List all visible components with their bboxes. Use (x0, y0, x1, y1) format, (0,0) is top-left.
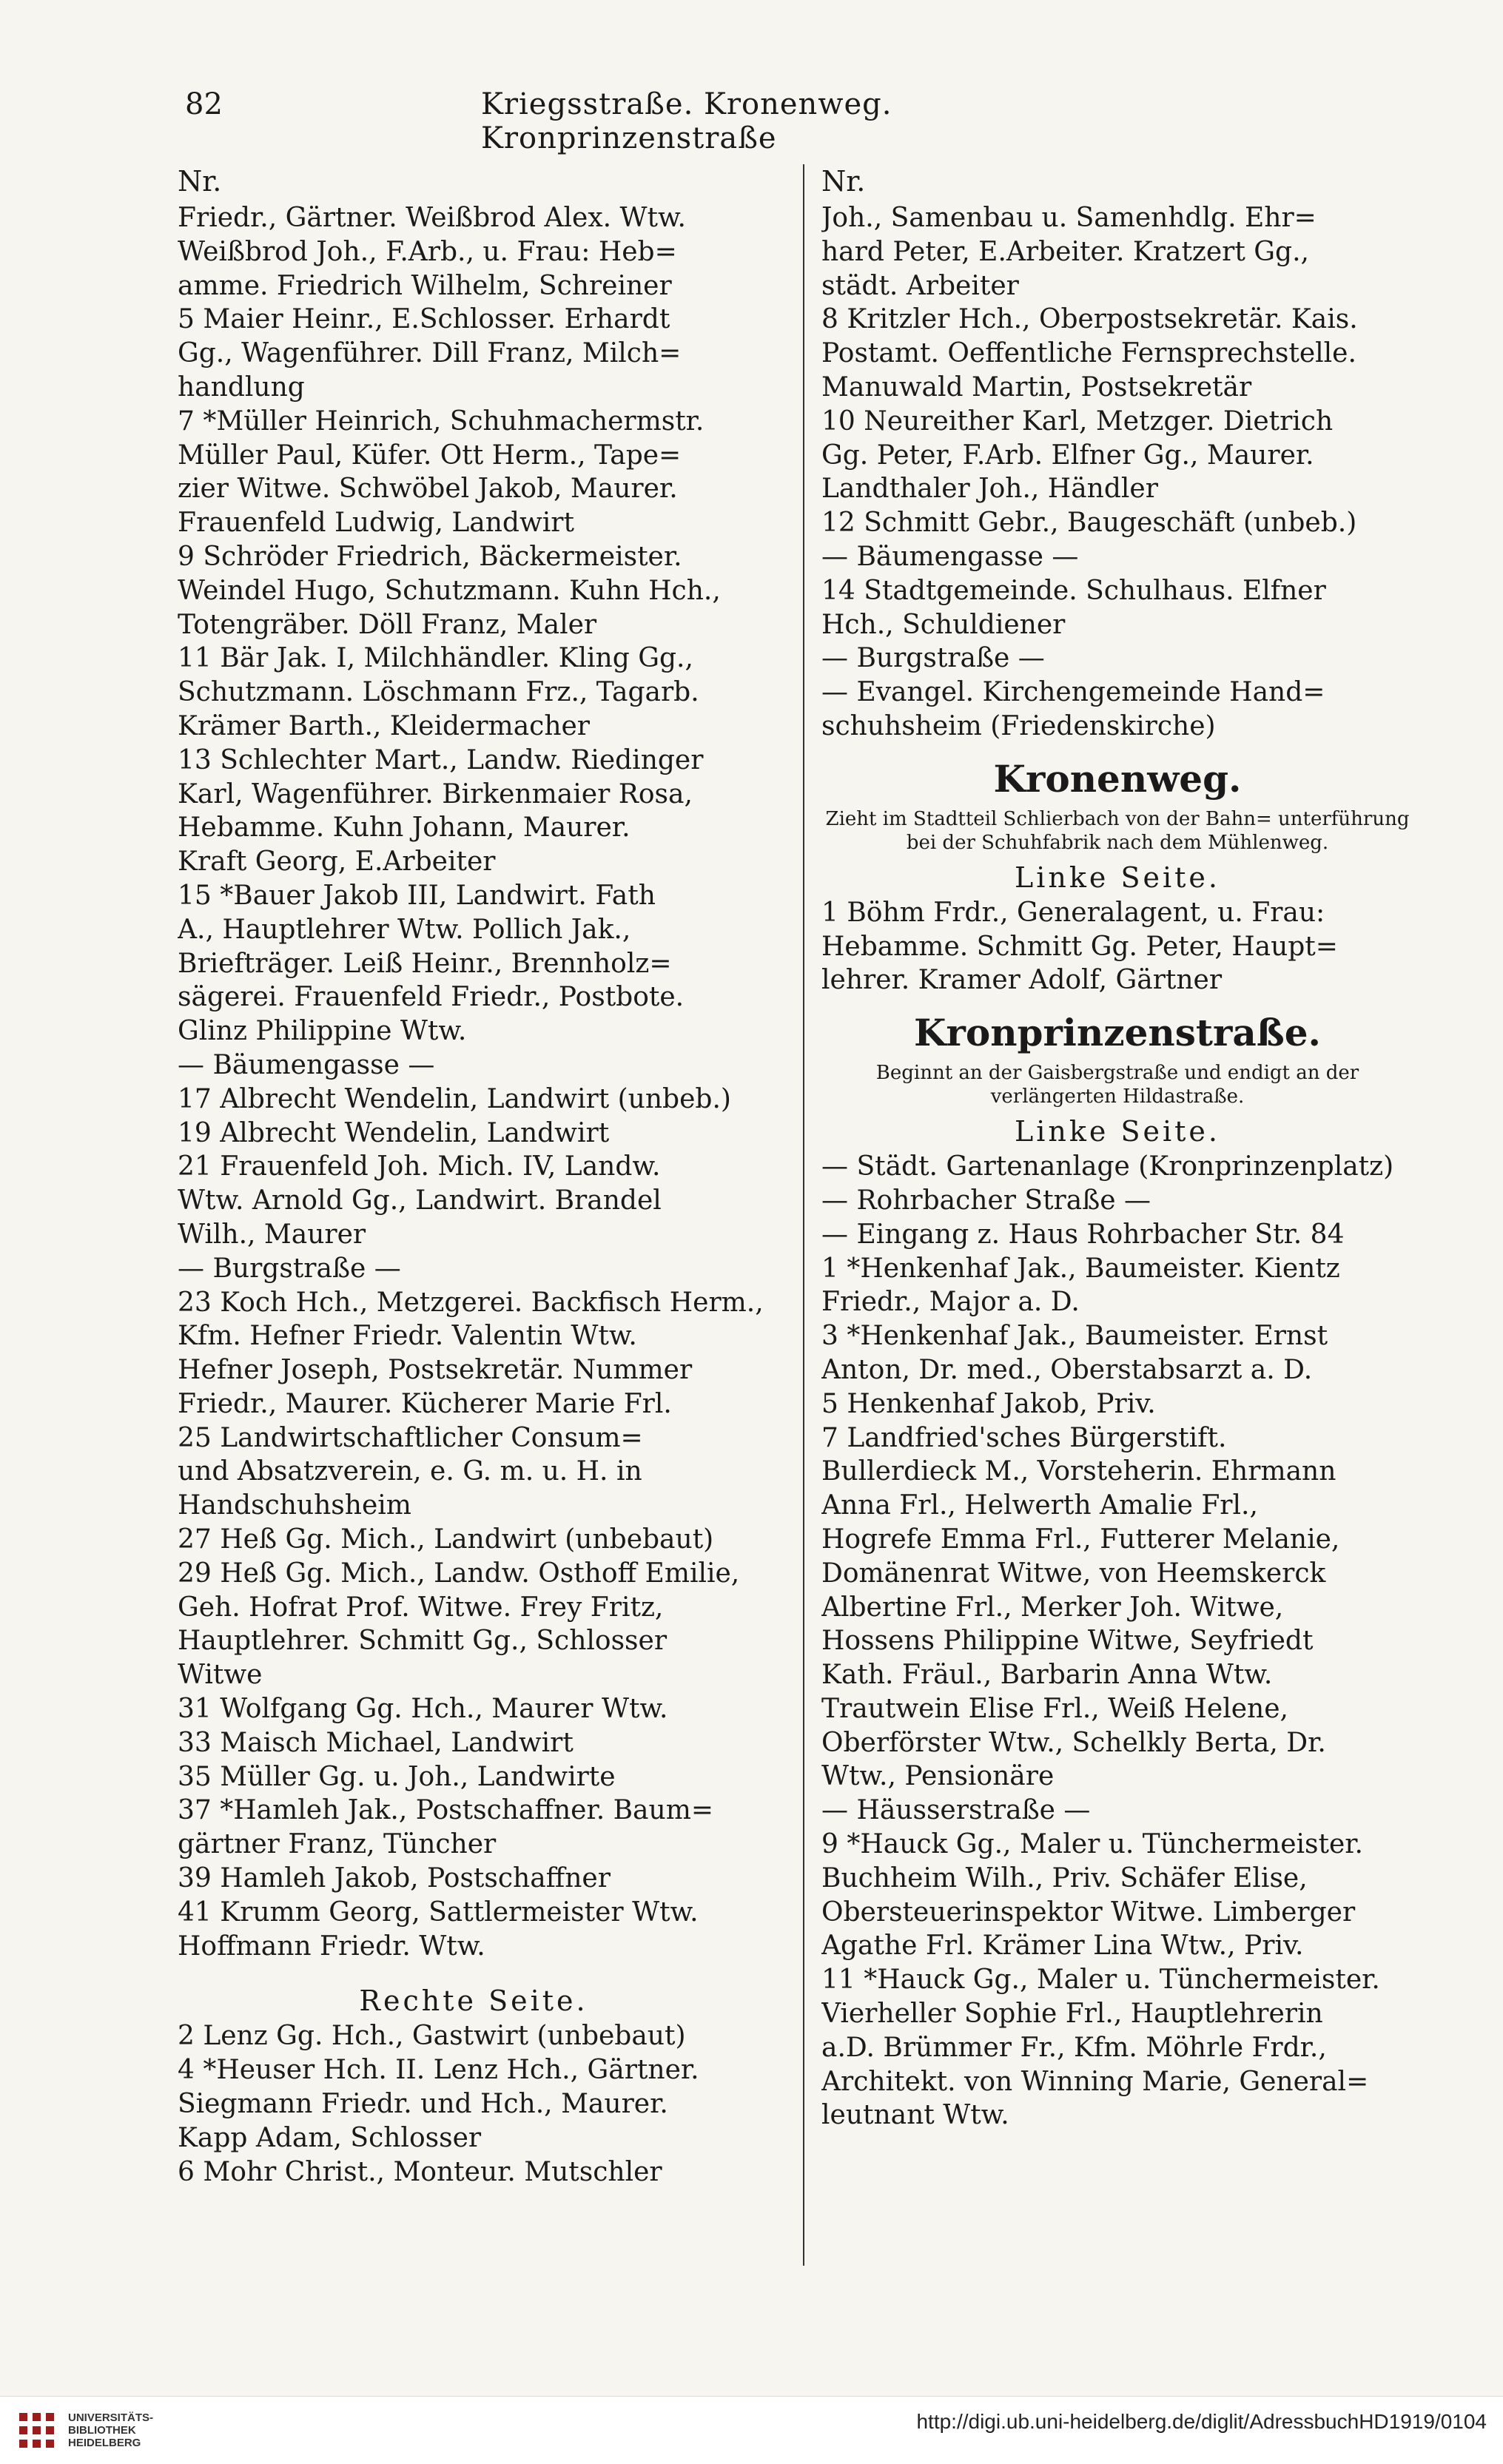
entry-line: — Rohrbacher Straße — (821, 1185, 1151, 1216)
entry-line: 9 *Hauck Gg., Maler u. Tünchermeister. (821, 1829, 1363, 1860)
entry-line: 41 Krumm Georg, Sattlermeister Wtw. (178, 1896, 699, 1928)
source-url-link[interactable]: http://digi.ub.uni-heidelberg.de/diglit/AdressbuchHD1919/0104 (916, 2410, 1487, 2433)
entry-line: Hauptlehrer. Schmitt Gg., Schlosser (178, 1626, 668, 1657)
entry-line: 23 Koch Hch., Metzgerei. Backfisch Herm., (178, 1287, 764, 1318)
nr-label: Nr. (178, 165, 222, 198)
left-entries-rechte-seite (178, 2019, 770, 2189)
entry-line: Gg., Wagenführer. Dill Franz, Milch= (178, 338, 682, 369)
entry-line: zier Witwe. Schwöbel Jakob, Maurer. (178, 474, 678, 505)
entry-line: Anna Frl., Helwerth Amalie Frl., (821, 1490, 1258, 1521)
entry-line: Friedr., Gärtner. Weißbrod Alex. Wtw. (178, 203, 686, 233)
entry-line: 21 Frauenfeld Joh. Mich. IV, Landw. (178, 1151, 661, 1182)
entry-line: Kraft Georg, E.Arbeiter (178, 846, 496, 878)
entry-line: 1 Böhm Frdr., Generalagent, u. Frau: (821, 897, 1325, 928)
left-entries (178, 201, 770, 1963)
entry-line: — Bäumengasse — (821, 541, 1079, 572)
entry-line: leutnant Wtw. (821, 2100, 1009, 2131)
entry-line: 5 Henkenhaf Jakob, Priv. (821, 1388, 1156, 1419)
right-column (821, 164, 1413, 2133)
entry-line: Gg. Peter, F.Arb. Elfner Gg., Maurer. (821, 440, 1314, 471)
entry-line: Geh. Hofrat Prof. Witwe. Frey Fritz, (178, 1592, 664, 1623)
entry-line: 37 *Hamleh Jak., Postschaffner. Baum= (178, 1795, 714, 1826)
entry-line: 15 *Bauer Jakob III, Landwirt. Fath (178, 880, 656, 911)
entry-line: Landthaler Joh., Händler (821, 474, 1158, 505)
entry-line: Vierheller Sophie Frl., Hauptlehrerin (821, 1999, 1323, 2030)
page-number: 82 (185, 87, 223, 121)
entry-line: schuhsheim (Friedenskirche) (821, 710, 1216, 741)
left-column (178, 164, 770, 2189)
entry-line: sägerei. Frauenfeld Friedr., Postbote. (178, 982, 685, 1013)
library-name: UNIVERSITÄTS- BIBLIOTHEK HEIDELBERG (68, 2411, 154, 2449)
entry-line: — Evangel. Kirchengemeinde Hand= (821, 677, 1325, 708)
entry-line: 27 Heß Gg. Mich., Landwirt (unbebaut) (178, 1524, 714, 1555)
entry-line: hard Peter, E.Arbeiter. Kratzert Gg., (821, 236, 1309, 267)
entry-line: Agathe Frl. Krämer Lina Wtw., Priv. (821, 1931, 1304, 1962)
entry-line: — Häusserstraße — (821, 1795, 1091, 1826)
entry-line: Hebamme. Schmitt Gg. Peter, Haupt= (821, 931, 1338, 962)
entry-line: Domänenrat Witwe, von Heemskerck (821, 1558, 1326, 1589)
entry-line: 29 Heß Gg. Mich., Landw. Osthoff Emilie, (178, 1558, 740, 1589)
entry-line: 33 Maisch Michael, Landwirt (178, 1727, 574, 1758)
nr-label: Nr. (821, 165, 866, 198)
entry-line: Buchheim Wilh., Priv. Schäfer Elise, (821, 1862, 1308, 1894)
entry-line: A., Hauptlehrer Wtw. Pollich Jak., (178, 914, 631, 945)
street-title-kronprinzenstrasse: Kronprinzenstraße. (914, 1011, 1321, 1055)
entry-line: Manuwald Martin, Postsekretär (821, 371, 1252, 403)
entry-line: — Städt. Gartenanlage (Kronprinzenplatz) (821, 1151, 1394, 1182)
entry-line: Weindel Hugo, Schutzmann. Kuhn Hch., (178, 575, 721, 606)
column-divider (803, 164, 804, 2266)
entry-line: Hch., Schuldiener (821, 609, 1066, 640)
entry-line: Hebamme. Kuhn Johann, Maurer. (178, 812, 631, 844)
entry-line: Kfm. Hefner Friedr. Valentin Wtw. (178, 1321, 637, 1352)
street-title-kronenweg: Kronenweg. (993, 756, 1242, 801)
entry-line: Oberförster Wtw., Schelkly Berta, Dr. (821, 1727, 1326, 1758)
entry-line: Witwe (178, 1660, 263, 1691)
entry-line: Hogrefe Emma Frl., Futterer Melanie, (821, 1524, 1340, 1555)
right-entries (821, 201, 1413, 744)
entry-line: Wilh., Maurer (178, 1219, 366, 1250)
entry-line: Glinz Philippine Wtw. (178, 1016, 467, 1047)
entry-line: 9 Schröder Friedrich, Bäckermeister. (178, 541, 682, 572)
entry-line: 5 Maier Heinr., E.Schlosser. Erhardt (178, 304, 670, 335)
entry-line: Hossens Philippine Witwe, Seyfriedt (821, 1626, 1314, 1657)
page-header (185, 87, 1162, 155)
entry-line: städt. Arbeiter (821, 270, 1019, 301)
entry-line: 14 Stadtgemeinde. Schulhaus. Elfner (821, 575, 1326, 606)
entry-line: — Burgstraße — (821, 643, 1045, 674)
entry-line: Postamt. Oeffentliche Fernsprechstelle. (821, 338, 1356, 369)
entry-line: Handschuhsheim (178, 1490, 411, 1521)
entry-line: a.D. Brümmer Fr., Kfm. Möhrle Frdr., (821, 2032, 1327, 2063)
entry-line: gärtner Franz, Tüncher (178, 1829, 497, 1860)
entry-line: Schutzmann. Löschmann Frz., Tagarb. (178, 677, 699, 708)
entry-line: 11 *Hauck Gg., Maler u. Tünchermeister. (821, 1965, 1380, 1996)
entry-line: 17 Albrecht Wendelin, Landwirt (unbeb.) (178, 1083, 731, 1114)
entry-line: Kath. Fräul., Barbarin Anna Wtw. (821, 1660, 1273, 1691)
entry-line: — Burgstraße — (178, 1253, 401, 1284)
entry-line: Totengräber. Döll Franz, Maler (178, 609, 597, 640)
entry-line: Briefträger. Leiß Heinr., Brennholz= (178, 948, 672, 979)
entry-line: Siegmann Friedr. und Hch., Maurer. (178, 2089, 668, 2120)
entry-line: 19 Albrecht Wendelin, Landwirt (178, 1117, 610, 1148)
entry-line: 8 Kritzler Hch., Oberpostsekretär. Kais. (821, 304, 1358, 335)
footer (0, 2396, 1503, 2464)
entry-line: Bullerdieck M., Vorsteherin. Ehrmann (821, 1456, 1336, 1487)
entry-line: Müller Paul, Küfer. Ott Herm., Tape= (178, 440, 682, 471)
entry-line: 25 Landwirtschaftlicher Consum= (178, 1422, 643, 1453)
street-description-kronprinzenstrasse: Beginnt an der Gaisbergstraße und endigt an der verlängerten Hildastraße. (875, 1062, 1359, 1108)
entry-line: 1 *Henkenhaf Jak., Baumeister. Kientz (821, 1253, 1340, 1284)
kronenweg-entries (821, 896, 1413, 997)
entry-line: Karl, Wagenführer. Birkenmaier Rosa, (178, 778, 693, 809)
entry-line: Weißbrod Joh., F.Arb., u. Frau: Heb= (178, 236, 677, 267)
entry-line: 31 Wolfgang Gg. Hch., Maurer Wtw. (178, 1694, 668, 1725)
entry-line: 7 Landfried'sches Bürgerstift. (821, 1422, 1227, 1453)
entry-line: Architekt. von Winning Marie, General= (821, 2066, 1369, 2097)
rechte-seite-heading: Rechte Seite. (359, 1985, 588, 2018)
entry-line: handlung (178, 371, 305, 403)
entry-line: 2 Lenz Gg. Hch., Gastwirt (unbebaut) (178, 2021, 686, 2052)
entry-line: Friedr., Major a. D. (821, 1287, 1080, 1318)
entry-line: Frauenfeld Ludwig, Landwirt (178, 508, 574, 539)
entry-line: 6 Mohr Christ., Monteur. Mutschler (178, 2156, 662, 2187)
entry-line: 35 Müller Gg. u. Joh., Landwirte (178, 1761, 616, 1792)
entry-line: 3 *Henkenhaf Jak., Baumeister. Ernst (821, 1321, 1328, 1352)
entry-line: Friedr., Maurer. Kücherer Marie Frl. (178, 1388, 672, 1419)
entry-line: Wtw. Arnold Gg., Landwirt. Brandel (178, 1185, 662, 1216)
entry-line: Anton, Dr. med., Oberstabsarzt a. D. (821, 1354, 1313, 1385)
entry-line: Hefner Joseph, Postsekretär. Nummer (178, 1355, 693, 1386)
entry-line: 12 Schmitt Gebr., Baugeschäft (unbeb.) (821, 508, 1357, 539)
entry-line: Joh., Samenbau u. Samenhdlg. Ehr= (821, 203, 1317, 233)
entry-line: — Bäumengasse — (178, 1049, 435, 1080)
entry-line: — Eingang z. Haus Rohrbacher Str. 84 (821, 1219, 1345, 1250)
entry-line: Albertine Frl., Merker Joh. Witwe, (821, 1592, 1284, 1623)
entry-line: Wtw., Pensionäre (821, 1761, 1055, 1792)
entry-line: 11 Bär Jak. I, Milchhändler. Kling Gg., (178, 643, 693, 674)
linke-seite-heading: Linke Seite. (1015, 861, 1220, 894)
entry-line: 7 *Müller Heinrich, Schuhmachermstr. (178, 405, 705, 437)
entry-line: 10 Neureither Karl, Metzger. Dietrich (821, 405, 1334, 437)
street-description-kronenweg: Zieht im Stadtteil Schlierbach von der Bahn= unterführung bei der Schuhfabrik nach dem Mühlenweg. (825, 807, 1410, 854)
entry-line: 4 *Heuser Hch. II. Lenz Hch., Gärtner. (178, 2055, 699, 2086)
entry-line: Kapp Adam, Schlosser (178, 2122, 482, 2153)
entry-line: und Absatzverein, e. G. m. u. H. in (178, 1456, 642, 1487)
kronprinzenstrasse-entries (821, 1150, 1413, 2133)
library-logo-icon (19, 2413, 55, 2448)
linke-seite-heading: Linke Seite. (1015, 1115, 1220, 1148)
page-title: Kriegsstraße. Kronenweg. Kronprinzenstraße (481, 87, 892, 155)
entry-line: Obersteuerinspektor Witwe. Limberger (821, 1896, 1356, 1928)
entry-line: Hoffmann Friedr. Wtw. (178, 1931, 485, 1962)
entry-line: 13 Schlechter Mart., Landw. Riedinger (178, 744, 704, 775)
entry-line: Krämer Barth., Kleidermacher (178, 710, 591, 741)
entry-line: 39 Hamleh Jakob, Postschaffner (178, 1863, 611, 1894)
entry-line: Trautwein Elise Frl., Weiß Helene, (821, 1693, 1288, 1724)
entry-line: amme. Friedrich Wilhelm, Schreiner (178, 270, 672, 301)
entry-line: lehrer. Kramer Adolf, Gärtner (821, 965, 1223, 996)
